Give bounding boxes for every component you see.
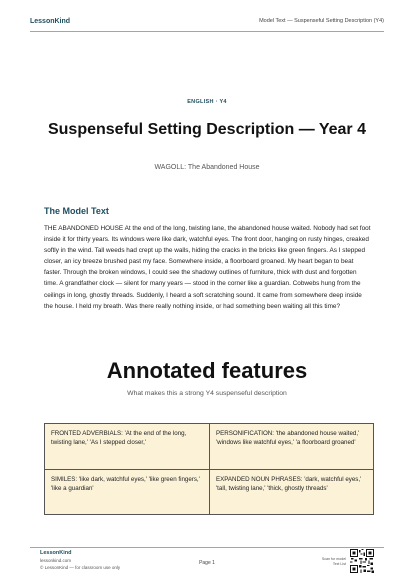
qr-caption: Scan for model Text List <box>321 557 346 566</box>
page-title: Suspenseful Setting Description — Year 4 <box>47 121 366 138</box>
footer-divider <box>30 547 384 548</box>
model-text-heading: The Model Text <box>44 206 109 216</box>
feature-cell-similes: SIMILES: 'like dark, watchful eyes,' 'like green fingers,' 'like a guardian' <box>45 469 209 514</box>
feature-cell-personification: PERSONIFICATION: 'the abandoned house waited,' 'windows like watchful eyes,' 'a floorboard groaned' <box>209 424 373 469</box>
feature-cell-expanded-noun-phrases: EXPANDED NOUN PHRASES: 'dark, watchful eyes,' 'tall, twisting lane,' 'thick, ghostly threads' <box>209 469 373 514</box>
header-divider <box>30 31 384 32</box>
brand-logo-text: LessonKind <box>30 17 71 25</box>
document-title-header: Model Text — Suspenseful Setting Description (Y4) <box>259 18 384 24</box>
footer-website: lessonkind.com <box>40 558 72 563</box>
page-subtitle: WAGOLL: The Abandoned House <box>154 164 260 171</box>
feature-cell-fronted-adverbials: FRONTED ADVERBIALS: 'At the end of the long, twisting lane,' 'As I stepped closer,' <box>51 430 187 447</box>
annotated-features-subheading: What makes this a strong Y4 suspenseful description <box>127 390 287 397</box>
footer-brand: LessonKind <box>40 550 72 556</box>
subject-kicker: ENGLISH · Y4 <box>187 99 227 105</box>
qr-code-icon <box>350 549 374 573</box>
page-number: Page 1 <box>199 560 215 566</box>
page-header <box>30 14 384 28</box>
model-text-body: THE ABANDONED HOUSE At the end of the long, twisting lane, the abandoned house waited. Nobody had set foot inside it for thirty years. Its windows were like dark, watchful eyes. The front door, hanging on rusty hinges, creaked softly in the wind. Tall weeds had crept up the walls, hiding the cracks in the bricks like green fingers. As I stepped closer, an icy breeze brushed past my face. Somewhere inside, a floorboard groaned. My heart began to beat faster. Through the broken windows, I could see the shadowy outlines of furniture, thick with dust and forgotten time. A grandfather clock — silent for many years — stood in the corner like a guardian. Cobwebs hung from the ceilings in long, ghostly threads. Suddenly, I heard a soft scratching sound. It came from somewhere deep inside the house. I held my breath. Was there really nothing inside, or had something been waiting all this time? <box>44 225 371 310</box>
annotated-features-heading: Annotated features <box>106 358 308 383</box>
features-table <box>44 423 374 515</box>
footer-copyright: © LessonKind — for classroom use only <box>40 565 121 570</box>
